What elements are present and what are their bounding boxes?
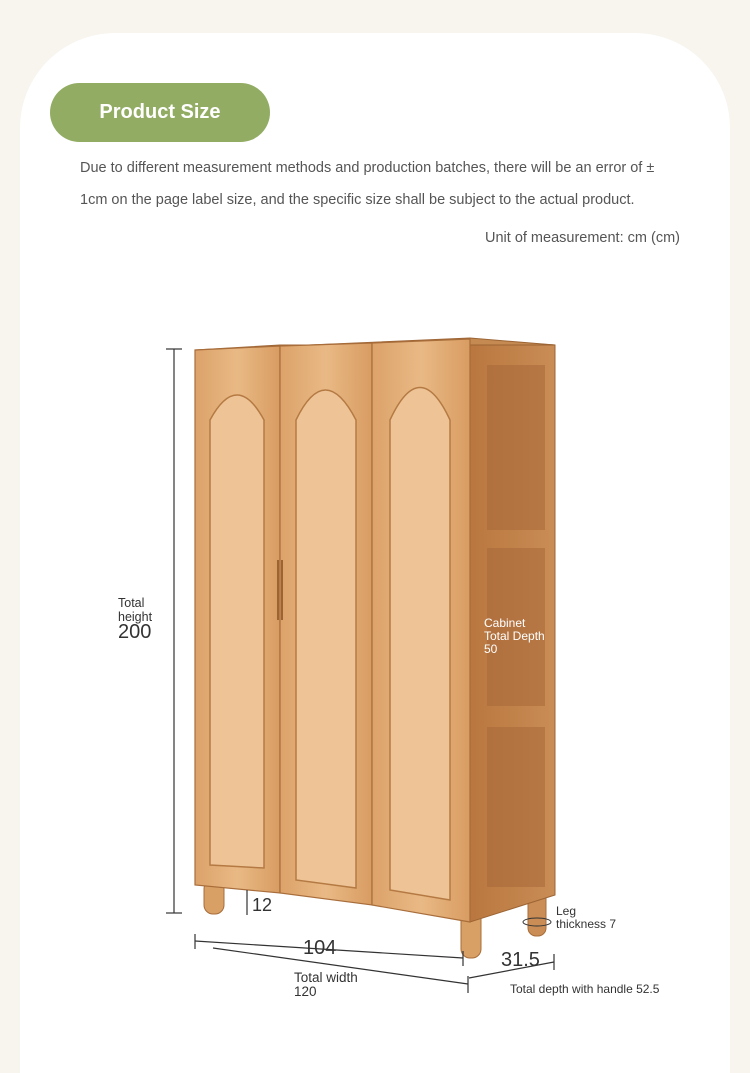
- height-label-line-2: height: [118, 610, 153, 624]
- leg-height-value: 12: [252, 895, 273, 915]
- height-dimension-line: [166, 349, 182, 913]
- section-title: Product Size: [99, 101, 221, 123]
- side-depth-value: 31.5: [501, 949, 540, 971]
- height-label: [118, 596, 152, 624]
- leg-thickness-line-1: Leg: [556, 904, 577, 918]
- depth-value: 50: [484, 642, 498, 656]
- depth-label-line-1: Cabinet: [484, 616, 526, 630]
- height-label-line-1: Total: [118, 596, 145, 610]
- unit-note: Unit of measurement: cm (cm): [485, 230, 680, 246]
- depth-label-line-2: Total Depth: [484, 629, 545, 643]
- depth-label: [484, 617, 545, 656]
- total-width-label: [294, 971, 358, 999]
- total-width-label-text: Total width: [294, 970, 358, 985]
- cabinet-front: [195, 339, 470, 922]
- height-value: 200: [118, 621, 152, 643]
- inner-width-value: 104: [303, 937, 337, 959]
- notice-line-1: Due to different measurement methods and production batches, there will be an error of ±: [80, 160, 655, 176]
- total-width-value: 120: [294, 984, 317, 999]
- leg-thickness-line-2: thickness 7: [556, 917, 617, 931]
- depth-with-handle-label: Total depth with handle 52.5: [510, 982, 660, 996]
- leg-thickness-label: [556, 905, 616, 931]
- notice-line-2: 1cm on the page label size, and the specific size shall be subject to the actual product.: [80, 192, 635, 208]
